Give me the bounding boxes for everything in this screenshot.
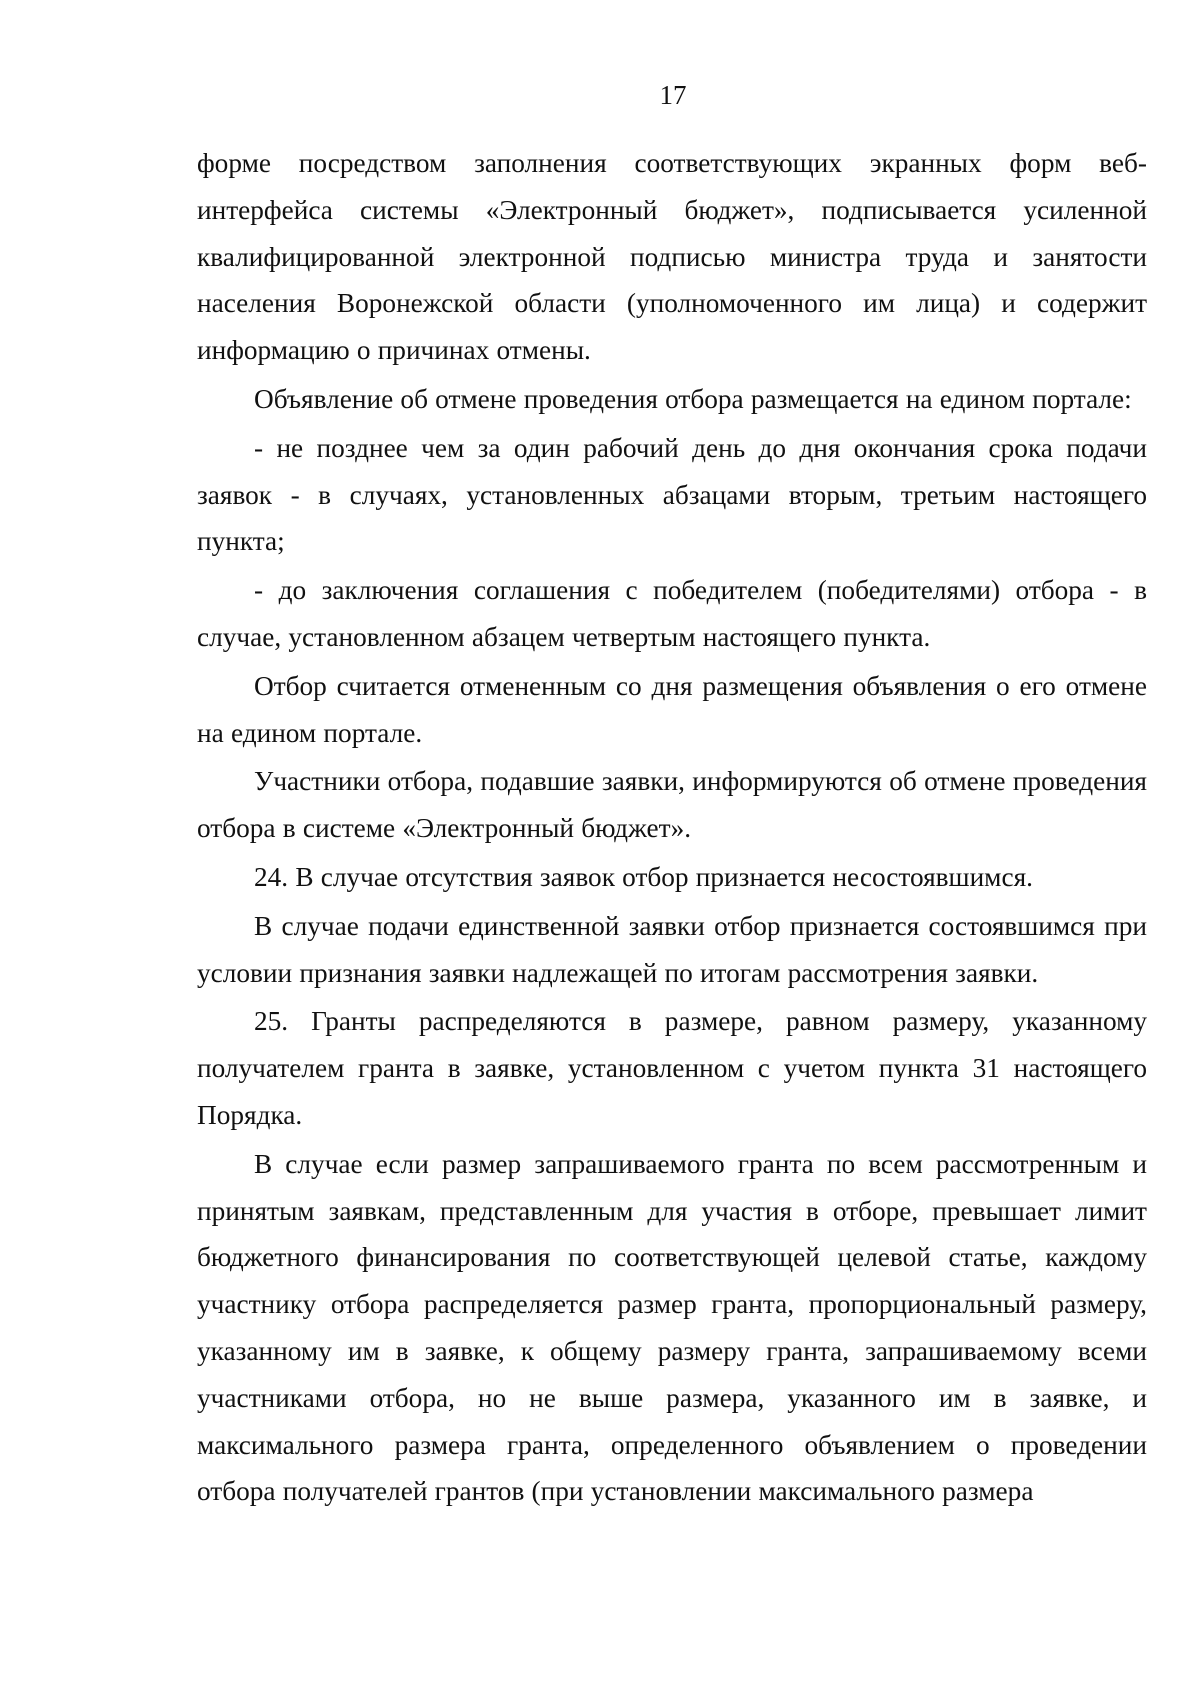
paragraph: В случае если размер запрашиваемого гранта по всем рассмотренным и принятым заявкам, представленным для участия в отборе, превышает лимит бюджетного финансирования по соответствующей целевой статье, каждому участнику отбора распределяется размер гранта, пропорциональный размеру, указанному им в заявке, к общему размеру гранта, запрашиваемому всеми участниками отбора, но не выше размера, указанного им в заявке, и максимального размера гранта, определенного объявлением о проведении отбора получателей грантов (при установлении максимального размера — [197, 1148, 1147, 1507]
paragraph: Отбор считается отмененным со дня размещения объявления о его отмене на едином портале. — [197, 670, 1147, 748]
paragraph-continuation: форме посредством заполнения соответствующих экранных форм веб-интерфейса системы «Электронный бюджет», подписывается усиленной квалифицированной электронной подписью министра труда и занятости населения Воронежской области (уполномоченного им лица) и содержит информацию о причинах отмены. — [197, 148, 1147, 366]
page-number: 17 — [659, 80, 687, 110]
paragraph: В случае подачи единственной заявки отбор признается состоявшимся при условии признания заявки надлежащей по итогам рассмотрения заявки. — [197, 910, 1147, 988]
paragraph: Объявление об отмене проведения отбора размещается на едином портале: — [254, 383, 1132, 414]
paragraph-item-24: 24. В случае отсутствия заявок отбор признается несостоявшимся. — [254, 861, 1033, 892]
list-item: - до заключения соглашения с победителем (победителями) отбора - в случае, установленном абзацем четвертым настоящего пункта. — [197, 575, 1147, 652]
list-item: - не позднее чем за один рабочий день до дня окончания срока подачи заявок - в случаях, установленных абзацами вторым, третьим настоящего пункта; — [197, 432, 1147, 557]
document-body — [197, 140, 1147, 1517]
paragraph: Участники отбора, подавшие заявки, информируются об отмене проведения отбора в системе «Электронный бюджет». — [197, 766, 1147, 844]
paragraph-item-25: 25. Гранты распределяются в размере, равном размеру, указанному получателем гранта в заявке, установленном с учетом пункта 31 настоящего Порядка. — [197, 1006, 1147, 1130]
